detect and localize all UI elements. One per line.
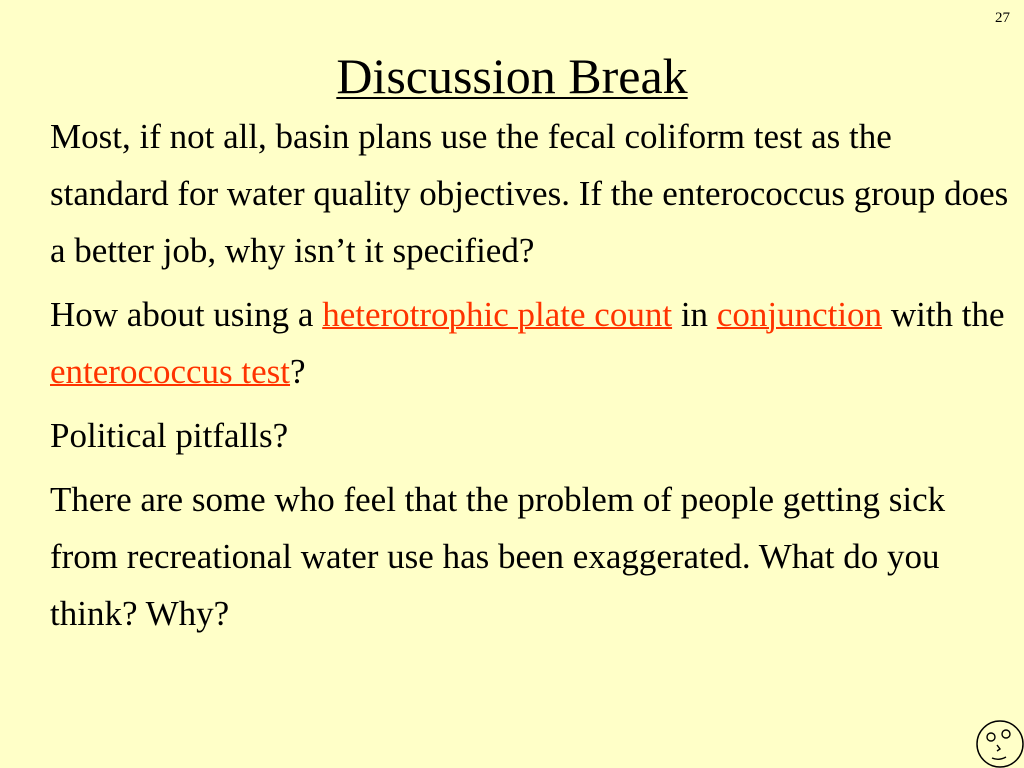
slide-body [50, 108, 1010, 649]
paragraph-text: in [672, 295, 717, 334]
smiley-face-icon [974, 716, 1024, 768]
paragraph-text: with the [882, 295, 1005, 334]
link-heterotrophic-plate-count[interactable]: heterotrophic plate count [322, 295, 673, 334]
link-enterococcus-test[interactable]: enterococcus test [50, 352, 291, 391]
slide-number: 27 [995, 10, 1010, 26]
paragraph-heterotrophic [50, 286, 1010, 400]
paragraph-text: How about using a [50, 295, 323, 334]
paragraph-text: ? [290, 352, 306, 391]
paragraph-recreational-water: There are some who feel that the problem of people getting sick from recreational water use has been exaggerated. What do you think? Why? [50, 480, 946, 633]
paragraph-basin-plans: Most, if not all, basin plans use the fecal coliform test as the standard for water quality objectives. If the enterococcus group does a better job, why isn’t it specified? [50, 117, 1009, 270]
link-conjunction[interactable]: conjunction [716, 295, 883, 334]
slide-title: Discussion Break [336, 48, 688, 104]
paragraph-political-pitfalls: Political pitfalls? [50, 416, 289, 455]
